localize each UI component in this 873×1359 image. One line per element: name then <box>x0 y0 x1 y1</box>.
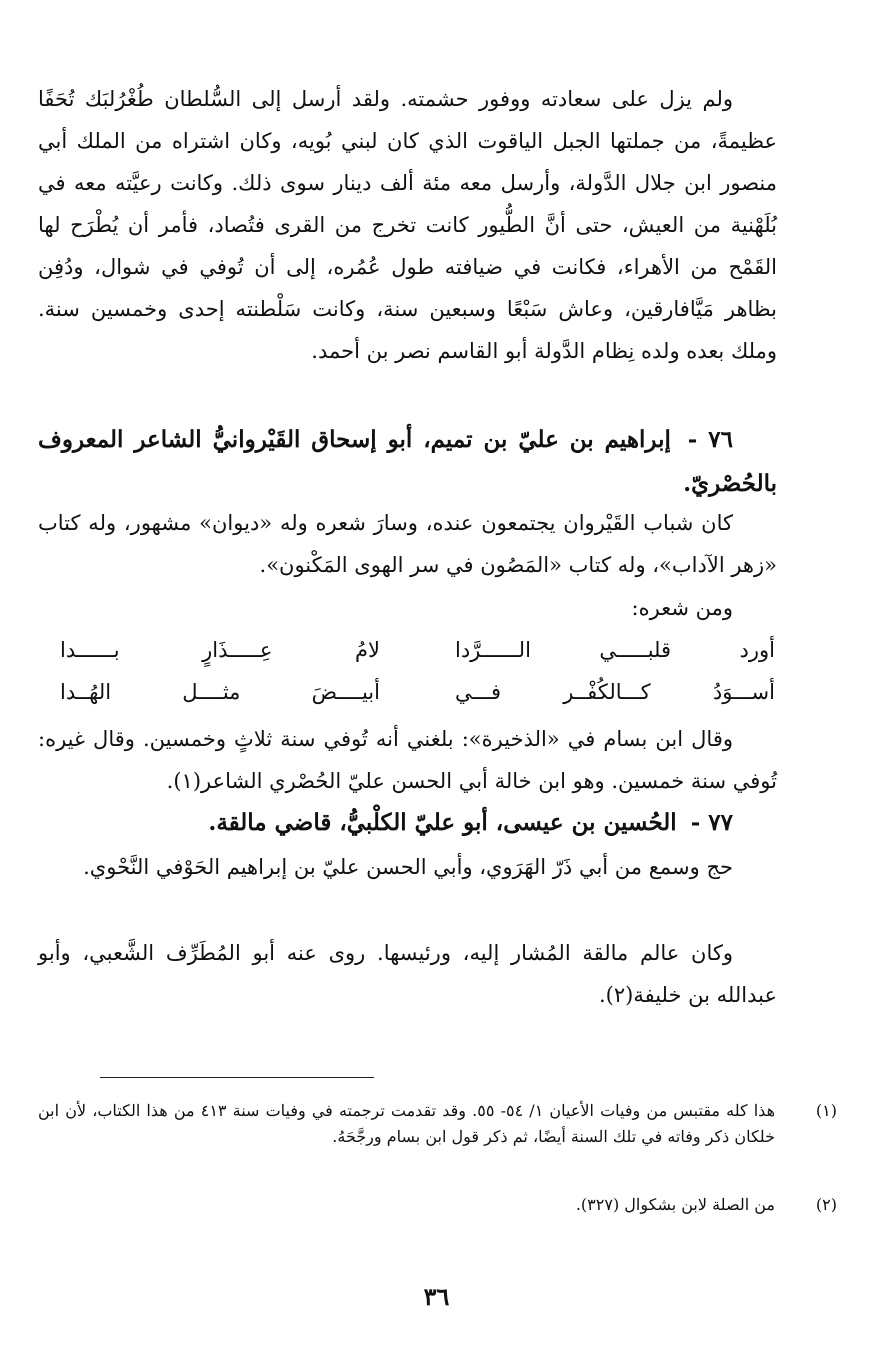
paragraph-ruler-biography: ولم يزل على سعادته ووفور حشمته. ولقد أرسل إلى السُّلطان طُغْرُلبَك تُحَفًا عظيمةً، من جملتها الجبل الياقوت الذي كان لبني بُويه، وكان اشتراه من الملك أبي منصور ابن جلال الدَّولة، وأرسل معه مئة ألف دينار سوى ذلك. وكانت رعيَّته معه في بُلَهْنية من العيش، حتى أنَّ الطُّيور كانت تخرج من القرى فتُصاد، فأمر أن يُطْرَح لها القَمْح من الأهراء، فكانت في ضيافته طول عُمُره، إلى أن تُوفي في شوال، ودُفِن بظاهر مَيَّافارقين، وعاش سَبْعًا وسبعين سنة، وكانت سَلْطنته إحدى وخمسين سنة. وملك بعده ولده نِظام الدَّولة أبو القاسم نصر بن أحمد. <box>38 87 777 363</box>
entry-76-title: إبراهيم بن عليّ بن تميم، أبو إسحاق القَيْروانيُّ الشاعر المعروف بالحُصْريّ. <box>38 426 777 497</box>
verse-line-2 <box>60 671 775 713</box>
verse-line-1 <box>60 629 775 671</box>
paragraph-poetry-intro: ومن شعره: <box>631 596 733 620</box>
verse-1-first-hemistich: أورد قلبـــــي الــــــرَّدا <box>455 638 775 662</box>
footnote-separator <box>100 1077 374 1078</box>
verse-2-second-hemistich: أبيــــضَ مثــــل الهُــدا <box>60 680 380 704</box>
paragraph-husri-death: وقال ابن بسام في «الذخيرة»: بلغني أنه تُوفي سنة ثلاثٍ وخمسين. وقال غيره: تُوفي سنة خمسين. وهو ابن خالة أبي الحسن عليّ الحُصْري الشاعر(١). <box>38 727 777 793</box>
paragraph-kalbi-hajj: حج وسمع من أبي ذَرّ الهَرَوي، وأبي الحسن عليّ بن إبراهيم الحَوْفي النَّحْوي. <box>83 855 733 879</box>
verse-1-second-hemistich: لامُ عِـــــذَارٍ بــــــدا <box>60 638 380 662</box>
entry-77-number: ٧٧ - <box>690 809 733 836</box>
verse-2-first-hemistich: أســـوَدُ كـــالكُفْــر فـــي <box>455 680 775 704</box>
paragraph-husri-intro: كان شباب القَيْروان يجتمعون عنده، وسارَ شعره وله «ديوان» مشهور، وله كتاب «زهر الآداب»، وله كتاب «المَصُون في سر الهوى المَكْنون». <box>38 511 777 577</box>
entry-77-heading <box>38 801 777 845</box>
footnote-2-mark: (٢) <box>815 1195 837 1214</box>
footnote-1-mark: (١) <box>815 1101 837 1120</box>
entry-76-heading <box>38 418 777 506</box>
footnote-2 <box>38 1192 837 1218</box>
footnote-2-text: من الصلة لابن بشكوال (٣٢٧). <box>575 1195 775 1214</box>
entry-76-number: ٧٦ - <box>687 426 733 453</box>
footnote-1-text: هذا كله مقتبس من وفيات الأعيان ١/ ٥٤- ٥٥. وقد تقدمت ترجمته في وفيات سنة ٤١٣ من هذا الكتاب، لأن ابن خلكان ذكر وفاته في تلك السنة أيضًا، ثم ذكر قول ابن بسام ورجَّحَهُ. <box>38 1101 776 1146</box>
footnote-1 <box>38 1098 837 1150</box>
page-number: ٣٦ <box>423 1282 450 1311</box>
paragraph-kalbi-malaga: وكان عالم مالقة المُشار إليه، ورئيسها. روى عنه أبو المُطَرِّف الشَّعبي، وأبو عبدالله بن خليفة(٢). <box>38 941 777 1007</box>
entry-77-title: الحُسين بن عيسى، أبو عليّ الكلْبيُّ، قاضي مالقة. <box>208 809 677 836</box>
